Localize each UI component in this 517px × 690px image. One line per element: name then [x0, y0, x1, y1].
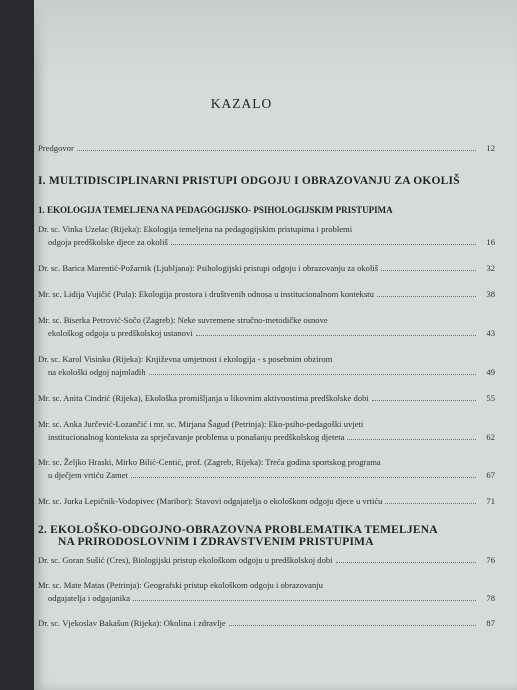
- page-shadow: [34, 0, 517, 80]
- toc-entry-text: Mr. sc. Mate Matas (Petrinja): Geografski pristup ekološkom odgoju i obrazovanju: [38, 580, 323, 590]
- section-2-title: [38, 524, 495, 548]
- toc-entry: [38, 418, 495, 444]
- toc-entry-text: Dr. sc. Barica Marentić-Požarnik (Ljubljana): Psihologijski pristupi odgoju i obrazovanju za okoliš: [38, 263, 379, 273]
- toc-entry-text: Dr. sc. Vinka Uzelac (Rijeka): Ekologija temeljena na pedagogijskim pristupima i problemi: [38, 224, 353, 234]
- toc-entry-line: [38, 288, 495, 301]
- toc-entry: [38, 314, 495, 340]
- toc-entry: [38, 262, 495, 275]
- toc-entry-line: [38, 366, 495, 379]
- leader-dots: [229, 625, 476, 626]
- toc-entry: [38, 353, 495, 379]
- toc-entry-text: Mr. sc. Jurka Lepičnik-Vodopivec (Maribor): Stavovi odgajatelja o ekološkom odgoju djece u vrtiću: [38, 496, 383, 506]
- toc-page-number: 76: [486, 555, 495, 565]
- toc-entry-line: [38, 617, 495, 630]
- toc-entry-line: [38, 262, 495, 275]
- toc-entry-line: [38, 314, 495, 327]
- toc-page-number: 38: [486, 289, 495, 299]
- leader-dots: [77, 150, 476, 151]
- leader-dots: [133, 600, 476, 601]
- leader-dots: [196, 335, 476, 336]
- toc-page-number: 55: [486, 393, 495, 403]
- toc-entry-text: u dječjem vrtiću Zamet: [48, 470, 128, 480]
- toc-entry-line: [38, 469, 495, 482]
- toc-entry-line: [38, 223, 495, 236]
- toc-page-number: 67: [486, 470, 495, 480]
- preface-label: Predgovor: [38, 143, 74, 153]
- toc-page-number: 78: [486, 593, 495, 603]
- section-1-subtitle: 1. EKOLOGIJA TEMELJENA NA PEDAGOGIJSKO- PSIHOLOGIJSKIM PRISTUPIMA: [38, 205, 393, 215]
- toc-page-number: 43: [486, 328, 495, 338]
- toc-page-number: 71: [486, 496, 495, 506]
- leader-dots: [347, 439, 476, 440]
- toc-entry-line: [38, 554, 495, 567]
- section-2-title-line2: NA PRIRODOSLOVNIM I ZDRAVSTVENIM PRISTUPIMA: [58, 536, 374, 548]
- toc-entry-line: [38, 431, 495, 444]
- section-2-entries: [38, 554, 495, 630]
- leader-dots: [385, 503, 476, 504]
- toc-entry-text: institucionalnog konteksta za sprječavanje problema u ponašanju predškolskog djeteta: [48, 432, 345, 442]
- leader-dots: [131, 477, 476, 478]
- toc-entry: [38, 554, 495, 567]
- leader-dots: [372, 400, 476, 401]
- toc-entry-text: Dr. sc. Karol Visinko (Rijeka): Književna umjetnost i ekologija - s posebnim obzirom: [38, 354, 333, 364]
- toc-entry-text: na ekološki odgoj najmlađih: [48, 367, 146, 377]
- toc-entry-line: [38, 327, 495, 340]
- toc-page-number: 62: [486, 432, 495, 442]
- toc-entry-line: [38, 236, 495, 249]
- leader-dots: [377, 296, 476, 297]
- toc-entry-text: Mr. sc. Anita Cindrić (Rijeka), Ekološka promišljanja u likovnim aktivnostima predškolske dobi: [38, 393, 369, 403]
- toc-entry: [38, 288, 495, 301]
- toc-entry-text: Mr. sc. Lidija Vujičić (Pula): Ekologija prostora i društvenih odnosa u institucionalnom kontekstu: [38, 289, 374, 299]
- section-1-entries: [38, 223, 495, 508]
- toc-entry-text: odgajatelja i odgajanika: [48, 593, 131, 603]
- preface-entry: [38, 142, 495, 155]
- toc-entry-line: [38, 418, 495, 431]
- table-of-contents: [38, 142, 495, 630]
- toc-entry: [38, 223, 495, 249]
- toc-entry-text: ekološkog odgoja u predškolskoj ustanovi: [48, 328, 193, 338]
- toc-entry: [38, 456, 495, 482]
- toc-entry-text: Mr. sc. Željko Hraski, Mirko Bilić-Centić, prof. (Zagreb, Rijeka): Treća godina sportskog programa: [38, 457, 381, 467]
- toc-entry-text: odgoja predškolske djece za okoliš: [48, 237, 168, 247]
- toc-entry-line: [38, 392, 495, 405]
- toc-entry: [38, 392, 495, 405]
- section-2-title-line1: 2. EKOLOŠKO-ODGOJNO-OBRAZOVNA PROBLEMATIKA TEMELJENA: [38, 524, 438, 536]
- toc-page-number: 49: [486, 367, 495, 377]
- toc-entry-line: [38, 579, 495, 592]
- toc-entry: [38, 495, 495, 508]
- toc-page-number: 32: [486, 263, 495, 273]
- toc-entry-line: [38, 592, 495, 605]
- toc-entry-line: [38, 456, 495, 469]
- toc-entry-text: Mr. sc. Biserka Petrović-Sočo (Zagreb): Neke suvremene stručno-metodičke osnove: [38, 315, 328, 325]
- toc-entry: [38, 579, 495, 605]
- leader-dots: [336, 562, 476, 563]
- toc-entry-line: [38, 353, 495, 366]
- leader-dots: [171, 244, 476, 245]
- toc-entry: [38, 617, 495, 630]
- leader-dots: [149, 374, 476, 375]
- toc-entry-text: Mr. sc. Anka Jurčević-Lozančić i mr. sc. Mirjana Šagud (Petrinja): Eko-psiho-pedagoški uvjeti: [38, 419, 364, 429]
- toc-entry-text: Dr. sc. Vjekoslav Bakašun (Rijeka): Okolina i zdravlje: [38, 618, 226, 628]
- toc-page-number: 87: [486, 618, 495, 628]
- toc-page-number: 16: [486, 237, 495, 247]
- toc-entry-text: Dr. sc. Goran Sušić (Cres), Biologijski pristup ekološkom odgoju u predškolskoj dobi: [38, 555, 333, 565]
- section-1-title: I. MULTIDISCIPLINARNI PRISTUPI ODGOJU I OBRAZOVANJU ZA OKOLIŠ: [38, 175, 460, 187]
- leader-dots: [381, 270, 476, 271]
- toc-entry-line: [38, 495, 495, 508]
- preface-page: 12: [486, 143, 495, 153]
- page-title: KAZALO: [210, 96, 273, 111]
